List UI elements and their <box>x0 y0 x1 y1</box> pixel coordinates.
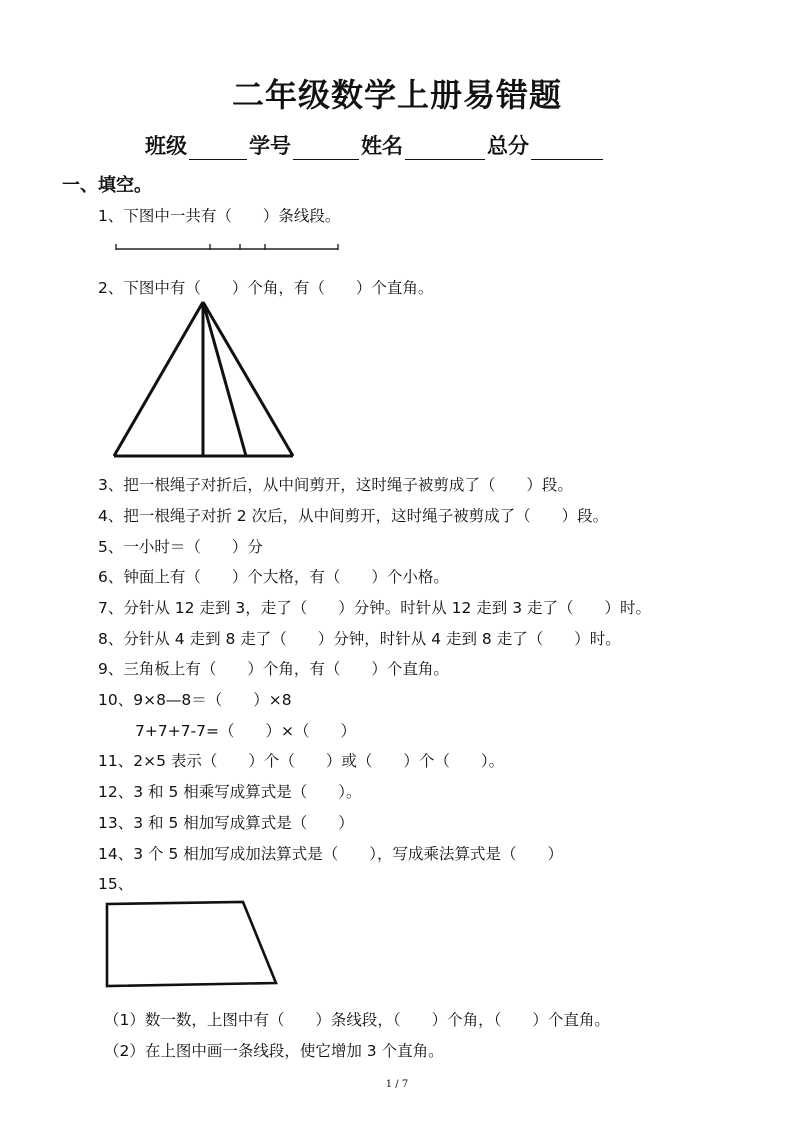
question-15-part-1: （1）数一数，上图中有（ ）条线段，（ ）个角，（ ）个直角。 <box>104 1011 610 1029</box>
number-blank[interactable] <box>293 137 359 160</box>
triangle-left-side <box>114 302 203 456</box>
score-blank[interactable] <box>531 137 603 160</box>
name-blank[interactable] <box>405 137 485 160</box>
section-heading: 一、填空。 <box>62 175 152 196</box>
question-1: 1、下图中一共有（ ）条线段。 <box>98 207 341 225</box>
number-label: 学号 <box>249 134 291 158</box>
score-label: 总分 <box>487 134 529 158</box>
question-7: 7、分针从 12 走到 3，走了（ ）分钟。时针从 12 走到 3 走了（ ）时。 <box>98 599 652 617</box>
question-8: 8、分针从 4 走到 8 走了（ ）分钟，时针从 4 走到 8 走了（ ）时。 <box>98 630 621 648</box>
question-10-part-a: 10、9×8—8＝（ ）×8 <box>98 691 292 709</box>
question-6: 6、钟面上有（ ）个大格，有（ ）个小格。 <box>98 568 449 586</box>
question-11: 11、2×5 表示（ ）个（ ）或（ ）个（ ）。 <box>98 752 505 770</box>
quadrilateral-shape <box>107 902 276 986</box>
triangle-right-side <box>203 302 293 456</box>
question-9: 9、三角板上有（ ）个角，有（ ）个直角。 <box>98 660 449 678</box>
name-label: 姓名 <box>361 134 403 158</box>
student-info-line <box>145 130 605 160</box>
question-3: 3、把一根绳子对折后，从中间剪开，这时绳子被剪成了（ ）段。 <box>98 476 573 494</box>
question-10-part-b: 7+7+7-7=（ ）×（ ） <box>135 722 356 740</box>
question-2: 2、下图中有（ ）个角，有（ ）个直角。 <box>98 279 434 297</box>
question-15-part-2: （2）在上图中画一条线段，使它增加 3 个直角。 <box>104 1042 444 1060</box>
line-segment-figure <box>112 238 342 256</box>
class-blank[interactable] <box>189 137 247 160</box>
quadrilateral-figure <box>100 896 285 992</box>
question-14: 14、3 个 5 相加写成加法算式是（ ），写成乘法算式是（ ） <box>98 845 563 863</box>
page-number: 1 / 7 <box>385 1079 409 1090</box>
triangle-angles-figure <box>108 296 308 462</box>
question-4: 4、把一根绳子对折 2 次后，从中间剪开，这时绳子被剪成了（ ）段。 <box>98 507 609 525</box>
class-label: 班级 <box>145 134 187 158</box>
question-15: 15、 <box>98 875 134 893</box>
question-13: 13、3 和 5 相加写成算式是（ ） <box>98 814 354 832</box>
page-title: 二年级数学上册易错题 <box>231 76 562 114</box>
question-12: 12、3 和 5 相乘写成算式是（ ）。 <box>98 783 362 801</box>
question-5: 5、一小时＝（ ）分 <box>98 538 263 556</box>
triangle-inner-line <box>203 302 246 456</box>
